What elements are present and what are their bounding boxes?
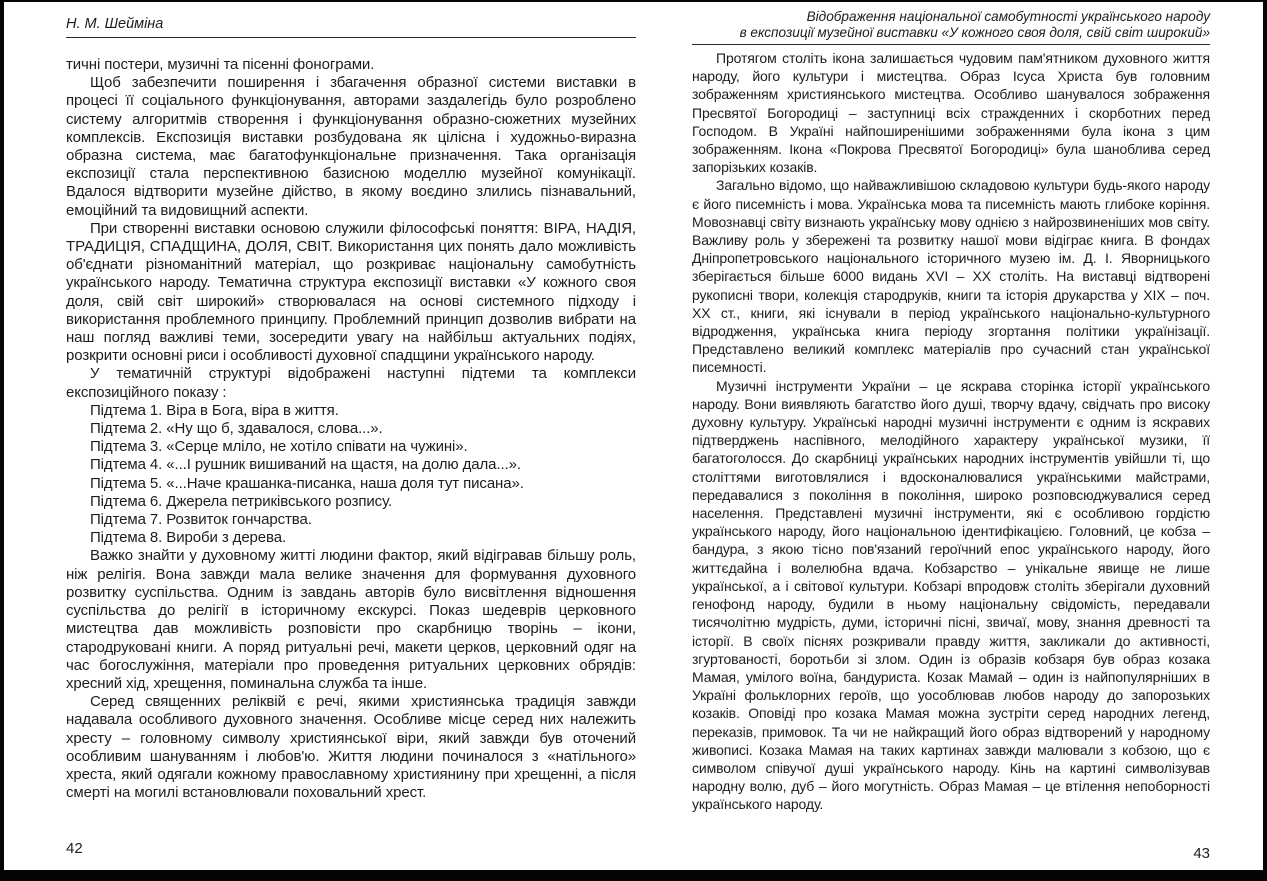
running-header-left [66, 15, 636, 38]
page-number-right: 43 [1193, 845, 1210, 862]
subtopic-line: Підтема 3. «Серце мліло, не хотіло співати на чужині». [90, 438, 468, 456]
paragraph: При створенні виставки основою служили філософські поняття: ВІРА, НАДІЯ, ТРАДИЦІЯ, СПАДЩИНА, ДОЛЯ, СВІТ. Використання цих понять дало можливість об'єднати різноманітний матеріал, що розкриває національну самобутність українського народу. Тематична структура експозиції виставки «У кожного своя доля, свій світ широкий» створювалася на основі системного підходу і використання проблемного принципу. Проблемний принцип дозволив вибрати на наш погляд важливі теми, зосередити увагу на найбільш актуальних подіях, розкрити основні риси і особливості духовної спадщини українського народу. [66, 219, 636, 365]
paragraph: У тематичній структурі відображені наступні підтеми та комплекси експозиційного показу : [66, 365, 636, 401]
right-page-body [692, 49, 1210, 814]
author-name: Н. М. Шейміна [66, 16, 164, 32]
subtopic-line: Підтема 4. «...І рушник вишиваний на щастя, на долю дала...». [90, 456, 521, 474]
subtopic-line: Підтема 8. Вироби з дерева. [90, 529, 287, 547]
paragraph: Загально відомо, що найважливішою складовою культури будь-якого народу є його писемність і мова. Українська мова та писемність мають глибоке коріння. Мовознавці світу визнають українську мову однією з найрозвиненіших мов світу. Важливу роль у збережені та розвитку нашої мови відіграє книга. В фондах Дніпропетровського національного історичного музею ім. Д. І. Яворницького зберігається більше 6000 видань XVI – XX століть. На виставці відтворені рукописні твори, колекція стародруків, книги та історія друкарства у XIX – поч. XX ст., книги, які існували в період українського національно-культурного відродження, українська книга періоду згортання політики українізації. Представлено великий комплекс матеріалів про сучасний стан української писемності. [692, 177, 1210, 376]
subtopic-line: Підтема 7. Розвиток гончарства. [90, 511, 312, 529]
running-header-right [692, 9, 1210, 45]
article-title-line-2: в експозиції музейної виставки «У кожного своя доля, свій світ широкий» [739, 24, 1210, 40]
paragraph-continuation: тичні постери, музичні та пісенні фонограми. [66, 56, 375, 73]
left-page-body [66, 56, 636, 802]
paragraph: Щоб забезпечити поширення і збагачення образної системи виставки в процесі її соціального функціонування, авторами заздалегідь було розроблено систему алгоритмів створення і функціонування образно-сюжетних музейних комплексів. Експозиція виставки розбудована як цілісна і художньо-виразна образна система, має багатофункціональне призначення. Така організація експозиції стала перспективною базисною моделлю музейної комунікації. Вдалося відтворити музейне дійство, в якому воєдино злились пізнавальний, емоційний та видовищний аспекти. [66, 74, 636, 219]
paragraph: Важко знайти у духовному житті людини фактор, який відігравав більшу роль, ніж релігія. Вона завжди мала велике значення для формування духовного розвитку суспільства. Одним із завдань авторів було висвітлення відношення суспільства до релігії в історичному екскурсі. Показ шедеврів церковного мистецтва дав можливість розповісти про скарбницю творінь – ікони, стародруковані книги. А поряд ритуальні речі, макети церков, церковний одяг на час богослужіння, матеріали про проведення ритуальних церковних обрядів: хресний хід, хрещення, поминальна служба та інше. [66, 547, 636, 692]
page-spread-surface [4, 2, 1263, 870]
paragraph: Музичні інструменти України – це яскрава сторінка історії українського народу. Вони виявляють багатство його душі, творчу вдачу, свідчать про високу духовну культуру. Українські народні музичні інструменти є одним із яскравих підтверджень наспівного, мелодійного характеру української музики, її багатоголосся. До скарбниці українських народних інструментів увійшли ті, що століттями виготовлялися і вдосконалювалися українськими майстрами, передавалися з покоління в покоління, широко розповсюджувалися серед населення. Представлені музичні інструменти, які є особливою гордістю українського народу, його національною ідентифікацією. Головний, це кобза – бандура, з якою тісно пов'язаний героїчний епос українського народу, його життєдайна і волелюбна вдача. Кобзарство – унікальне явище не лише української, а і світової культури. Кобзарі впродовж століть зберігали духовний генофонд народу, будили в ньому національну свідомість, передавали тисячолітню мудрість, думи, історичні пісні, звичаї, мову, знання древності та історії. В своїх піснях розкривали правду життя, закликали до активності, згуртованості, боротьби зі злом. Один із образів кобзаря був образ козака Мамая, умілого воїна, бандуриста. Козак Мамай – один із найпопулярніших в Україні фольклорних героїв, що уособлював любов народу до запорозьких козаків. Оповіді про козака Мамая можна зустріти серед народних легенд, переказів, примовок. Та чи не найкращий його образ відтворений у народному живописі. Козака Мамая на таких картинах завжди малювали з кобзою, що є символом співучої душі українського народу. Кінь на картині символізував народну волю, дуб – його могутність. Образ Мамая – це втілення непоборності українського народу. [692, 377, 1210, 813]
subtopic-line: Підтема 2. «Ну що б, здавалося, слова...». [90, 420, 383, 438]
paragraph: Серед священних реліквій є речі, якими християнська традиція завжди надавала особливого духовного значення. Особливе місце серед них належить хресту – головному символу християнської віри, який завжди був оточений особливим шануванням і любов'ю. Життя людини починалося з «натільного» хреста, який одягали кожному православному християнину при хрещенні, а після смерті на могилі встановлювали поховальний хрест. [66, 693, 636, 802]
subtopic-line: Підтема 5. «...Наче крашанка-писанка, наша доля тут писана». [90, 474, 524, 492]
page-number-left: 42 [66, 840, 83, 857]
article-title-line-1: Відображення національної самобутності українського народу [806, 9, 1210, 24]
subtopic-line: Підтема 1. Віра в Бога, віра в життя. [90, 401, 339, 419]
paragraph: Протягом століть ікона залишається чудовим пам'ятником духовного життя народу, його культури і мистецтва. Образ Ісуса Христа був головним зображенням християнського мистецтва. Особливо шанувалося зображення Пресвятої Богородиці – заступниці всіх стражденних і скорботних перед Господом. В Україні найпоширенішими зображеннями була ікона з цим зображенням. Ікона «Покрова Пресвятої Богородиці» була шаноблива серед запорізьких козаків. [692, 50, 1210, 176]
subtopic-line: Підтема 6. Джерела петриківського розпису. [90, 492, 393, 510]
